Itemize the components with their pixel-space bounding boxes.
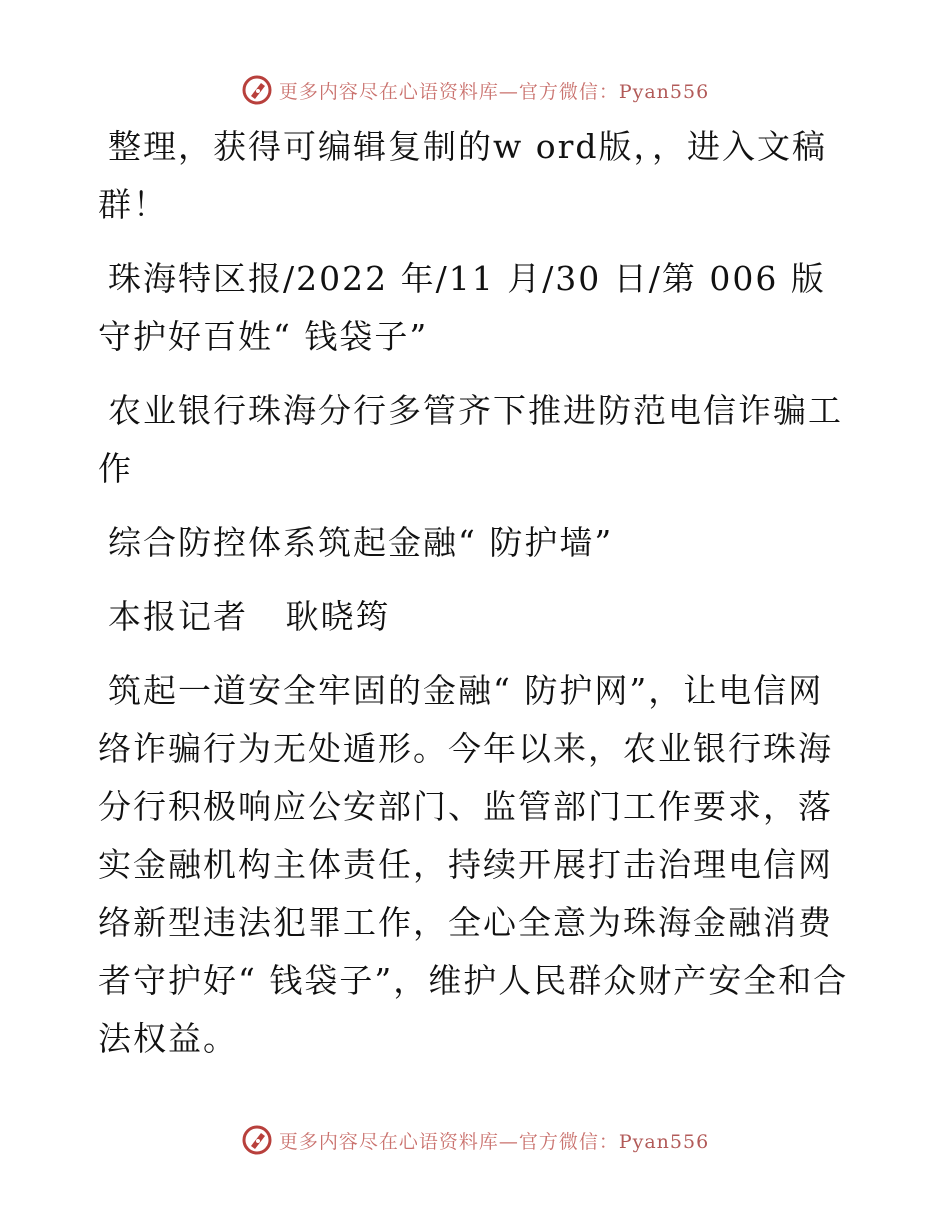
paragraph-headline: 综合防控体系筑起金融“ 防护墙” bbox=[108, 523, 614, 562]
wechat-id: Pyan556 bbox=[618, 80, 710, 103]
pen-nib-logo-icon bbox=[241, 74, 273, 106]
banner-text: 更多内容尽在心语资料库—官方微信：Pyan556 bbox=[278, 1130, 710, 1153]
paragraph-intro: 整理，获得可编辑复制的w ord版，，进入文稿群！ bbox=[98, 127, 828, 224]
header-watermark-banner bbox=[0, 70, 950, 110]
paragraph-source-title: 珠海特区报/2022 年/11 月/30 日/第 006 版守护好百姓“ 钱袋子” bbox=[98, 259, 826, 356]
pen-nib-logo-icon bbox=[241, 1124, 273, 1156]
paragraph-subtitle: 农业银行珠海分行多管齐下推进防范电信诈骗工作 bbox=[98, 391, 843, 488]
wechat-id: Pyan556 bbox=[618, 1130, 710, 1153]
paragraph-body: 筑起一道安全牢固的金融“ 防护网”，让电信网络诈骗行为无处遁形。今年以来，农业银行珠海分行积极响应公安部门、监管部门工作要求，落实金融机构主体责任，持续开展打击治理电信网络新型违法犯罪工作，全心全意为珠海金融消费者守护好“ 钱袋子”，维护人民群众财产安全和合法权益。 bbox=[98, 671, 849, 1058]
document-body bbox=[98, 118, 858, 1084]
banner-text: 更多内容尽在心语资料库—官方微信：Pyan556 bbox=[278, 80, 710, 103]
paragraph-byline: 本报记者 耿晓筠 bbox=[108, 597, 391, 636]
footer-watermark-banner bbox=[0, 1120, 950, 1160]
